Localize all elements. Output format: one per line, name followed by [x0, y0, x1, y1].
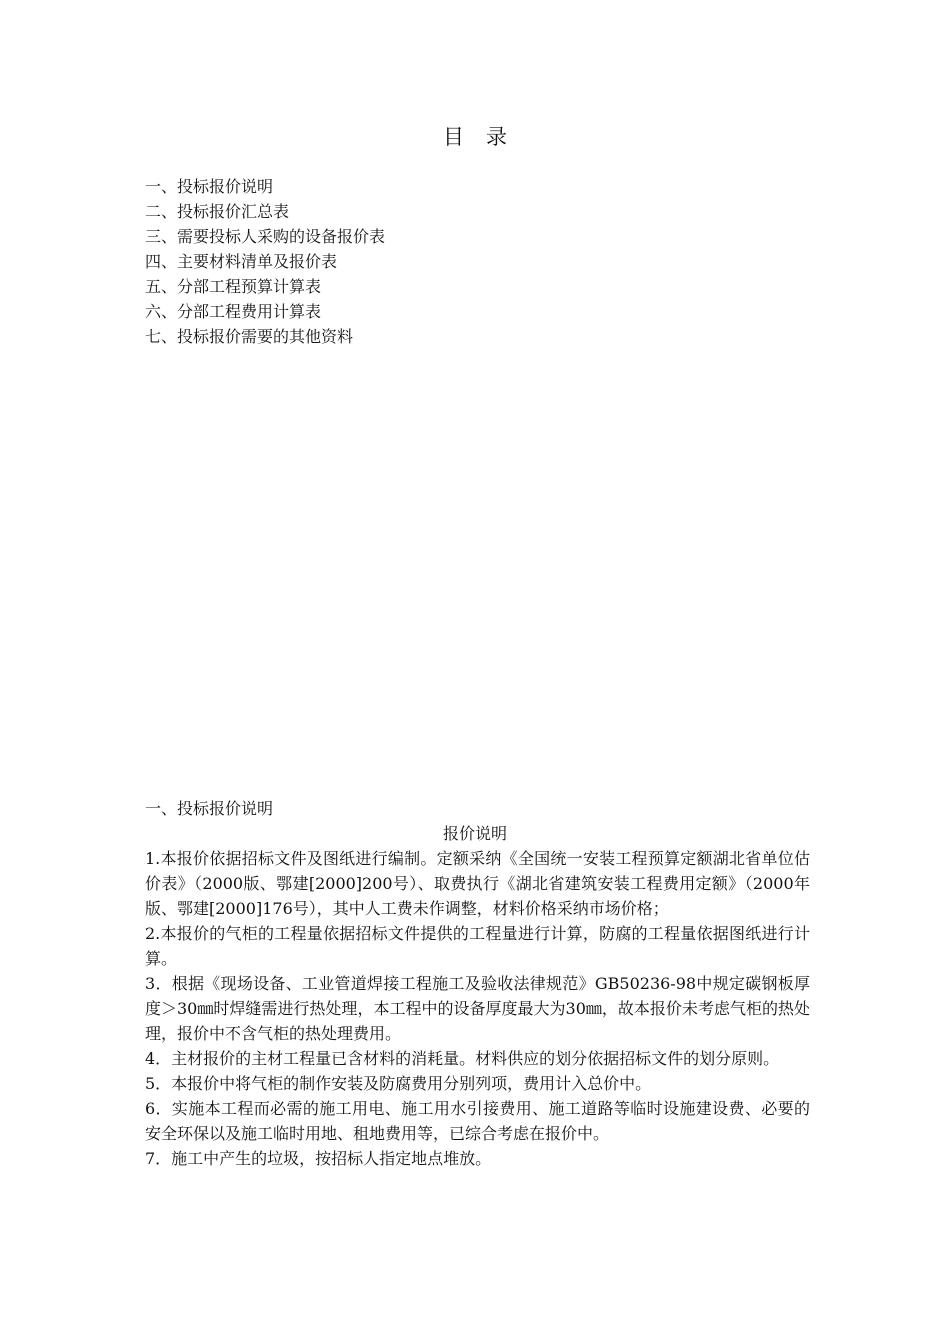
paragraph: 1.本报价依据招标文件及图纸进行编制。定额采纳《全国统一安装工程预算定额湖北省单位估价表》（2000版、鄂建[2000]200号）、取费执行《湖北省建筑安装工程费用定额》（2000年版、鄂建[2000]176号），其中人工费未作调整，材料价格采纳市场价格；	[145, 849, 810, 918]
paragraph: 3．根据《现场设备、工业管道焊接工程施工及验收法律规范》GB50236-98中规定碳钢板厚度＞30㎜时焊缝需进行热处理，本工程中的设备厚度最大为30㎜，故本报价未考虑气柜的热处理，报价中不含气柜的热处理费用。	[145, 974, 810, 1043]
toc-item: 三、需要投标人采购的设备报价表	[145, 227, 386, 246]
section-body	[145, 846, 810, 1171]
toc-item: 二、投标报价汇总表	[145, 202, 290, 221]
paragraph: 6．实施本工程而必需的施工用电、施工用水引接费用、施工道路等临时设施建设费、必要的安全环保以及施工临时用地、租地费用等，已综合考虑在报价中。	[145, 1099, 810, 1143]
toc-item: 六、分部工程费用计算表	[145, 302, 322, 321]
toc-list	[145, 174, 385, 349]
paragraph: 2.本报价的气柜的工程量依据招标文件提供的工程量进行计算，防腐的工程量依据图纸进行计算。	[145, 924, 810, 968]
section-subtitle: 报价说明	[442, 824, 507, 843]
toc-title: 目录	[443, 125, 529, 149]
paragraph: 5．本报价中将气柜的制作安装及防腐费用分别列项，费用计入总价中。	[145, 1074, 652, 1093]
paragraph: 4．主材报价的主材工程量已含材料的消耗量。材料供应的划分依据招标文件的划分原则。	[145, 1049, 780, 1068]
toc-item: 一、投标报价说明	[145, 177, 274, 196]
toc-item: 五、分部工程预算计算表	[145, 277, 322, 296]
paragraph: 7．施工中产生的垃圾，按招标人指定地点堆放。	[145, 1149, 492, 1168]
section-heading: 一、投标报价说明	[145, 799, 274, 818]
toc-item: 七、投标报价需要的其他资料	[145, 327, 354, 346]
toc-item: 四、主要材料清单及报价表	[145, 252, 338, 271]
